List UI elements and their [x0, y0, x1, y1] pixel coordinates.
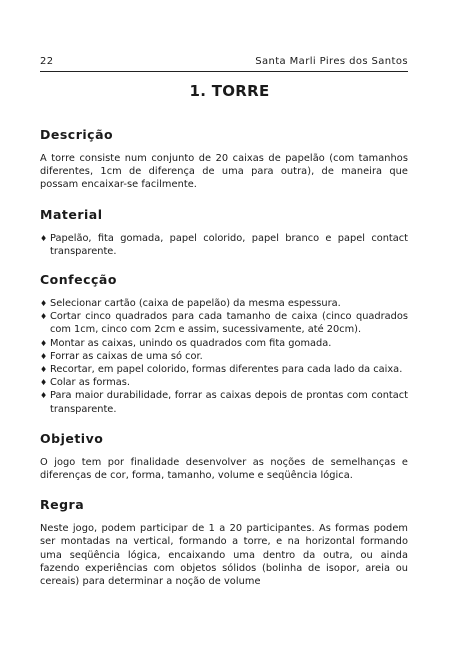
page-number: 22: [40, 56, 54, 67]
confeccao-step-5: Recortar, em papel colorido, formas diferentes para cada lado da caixa.: [50, 364, 403, 376]
diamond-bullet-icon: ♦: [40, 365, 48, 375]
section-heading-confeccao: Confecção: [40, 272, 117, 288]
list-item: [40, 232, 408, 258]
running-header: [40, 56, 408, 67]
objetivo-text: O jogo tem por finalidade desenvolver as noções de semelhanças e diferenças de cor, forma, tamanho, volume e seqüência lógica.: [40, 456, 408, 482]
chapter-title: 1. TORRE: [189, 82, 270, 100]
diamond-bullet-icon: ♦: [40, 338, 48, 348]
confeccao-list: [40, 297, 408, 416]
list-item: [40, 350, 408, 363]
header-author: Santa Marli Pires dos Santos: [255, 56, 408, 67]
section-heading-material: Material: [40, 206, 103, 222]
confeccao-step-3: Montar as caixas, unindo os quadrados com fita gomada.: [50, 337, 332, 349]
material-list: [40, 232, 408, 258]
list-item: [40, 376, 408, 389]
diamond-bullet-icon: ♦: [40, 299, 48, 309]
regra-text: Neste jogo, podem participar de 1 a 20 participantes. As formas podem ser montadas na vertical, formando a torre, e na horizontal formando uma seqüência lógica, encaixando uma dentro da outra, ou ainda fazendo experiências com objetos sólidos (bolinha de isopor, areia ou cereais) para determinar a noção de volume: [40, 523, 408, 588]
confeccao-step-4: Forrar as caixas de uma só cor.: [50, 350, 203, 362]
section-heading-descricao: Descrição: [40, 127, 114, 142]
confeccao-step-2: Cortar cinco quadrados para cada tamanho de caixa (cinco quadrados com 1cm, cinco com 2cm e assim, sucessivamente, até 20cm).: [50, 311, 408, 336]
diamond-bullet-icon: ♦: [40, 378, 48, 388]
diamond-bullet-icon: ♦: [40, 391, 48, 401]
section-heading-regra: Regra: [40, 497, 85, 513]
material-text: Papelão, fita gomada, papel colorido, papel branco e papel contact transparente.: [50, 232, 408, 257]
page-content: [40, 110, 408, 588]
descricao-text: A torre consiste num conjunto de 20 caixas de papelão (com tamanhos diferentes, 1cm de diferença de uma para outra), de maneira que possam encaixar-se facilmente.: [40, 153, 408, 191]
confeccao-step-7: Para maior durabilidade, forrar as caixas depois de prontas com contact transparente.: [50, 390, 408, 415]
diamond-bullet-icon: ♦: [40, 312, 48, 322]
diamond-bullet-icon: ♦: [40, 351, 48, 361]
list-item: [40, 310, 408, 336]
diamond-bullet-icon: ♦: [40, 233, 48, 243]
list-item: [40, 389, 408, 415]
confeccao-step-1: Selecionar cartão (caixa de papelão) da mesma espessura.: [50, 298, 341, 310]
confeccao-step-6: Colar as formas.: [50, 377, 130, 389]
section-heading-objetivo: Objetivo: [40, 430, 104, 446]
list-item: [40, 363, 408, 376]
list-item: [40, 337, 408, 350]
list-item: [40, 297, 408, 310]
header-divider: [40, 71, 408, 72]
